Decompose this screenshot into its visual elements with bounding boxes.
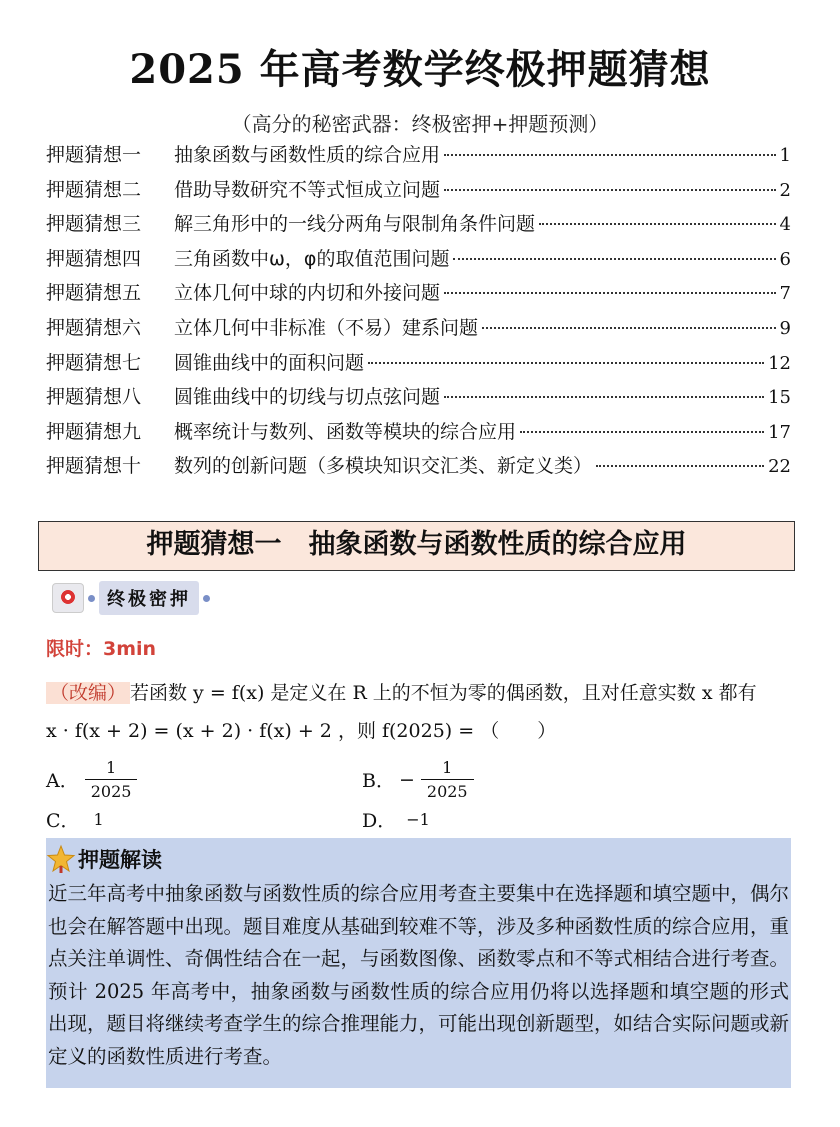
toc-item[interactable] — [46, 278, 791, 313]
question — [46, 674, 794, 750]
toc-item[interactable] — [46, 140, 791, 175]
toc-title: 三角函数中ω，φ的取值范围问题 — [174, 247, 450, 270]
option-d-value: −1 — [406, 810, 430, 829]
toc-label: 押题猜想一 — [46, 144, 142, 166]
fraction — [421, 758, 474, 801]
toc-item[interactable] — [46, 417, 791, 452]
toc-page: 17 — [768, 421, 791, 443]
toc-leader — [520, 431, 764, 433]
toc-title: 圆锥曲线中的切线与切点弦问题 — [174, 386, 441, 409]
toc-label: 押题猜想七 — [46, 351, 142, 374]
toc-label: 押题猜想六 — [46, 316, 142, 339]
toc-page: 1 — [779, 145, 791, 166]
toc-leader — [482, 327, 776, 329]
toc-leader — [453, 258, 775, 260]
toc-leader — [596, 465, 764, 467]
badge-label: 终极密押 — [99, 581, 199, 615]
toc-item[interactable] — [46, 382, 791, 417]
toc-leader — [444, 189, 776, 191]
option-b-label: B． — [362, 770, 395, 792]
toc-page: 9 — [779, 317, 791, 339]
table-of-contents — [46, 140, 791, 486]
analysis-body: 近三年高考中抽象函数与函数性质的综合应用考查主要集中在选择题和填空题中，偶尔也会在解答题中出现。题目难度从基础到较难不等，涉及多种函数性质的综合应用，重点关注单调性、奇偶性结合在一起，与函数图像、函数零点和不等式相结合进行考查。预计 2025 年高考中，抽象函数与函数性质的综合应用仍将以选择题和填空题的形式出现，题目将继续考查学生的综合推理能力，可能出现创新题型，如结合实际问题或新定义的函数性质进行考查。 — [48, 882, 790, 1068]
toc-title: 概率统计与数列、函数等模块的综合应用 — [174, 420, 517, 443]
badge — [52, 578, 214, 618]
analysis-heading: 押题解读 — [78, 848, 162, 872]
fraction — [85, 758, 138, 801]
analysis-header — [46, 840, 791, 878]
toc-title: 抽象函数与函数性质的综合应用 — [174, 144, 441, 166]
question-line-1 — [46, 674, 794, 712]
target-icon — [52, 583, 84, 613]
toc-page: 12 — [768, 352, 791, 374]
toc-item[interactable] — [46, 313, 791, 348]
time-limit: 限时：3min — [46, 638, 157, 660]
denominator: 2025 — [85, 779, 138, 801]
toc-leader — [444, 396, 764, 398]
option-d-label: D． — [362, 810, 397, 832]
option-c-label: C． — [46, 810, 80, 832]
toc-title: 借助导数研究不等式恒成立问题 — [174, 178, 441, 201]
option-b[interactable] — [362, 758, 474, 801]
toc-title: 立体几何中球的内切和外接问题 — [174, 282, 441, 305]
toc-item[interactable] — [46, 244, 791, 279]
toc-label: 押题猜想四 — [46, 247, 142, 270]
option-a-label: A． — [46, 770, 79, 792]
star-icon — [46, 844, 76, 874]
toc-label: 押题猜想九 — [46, 420, 142, 443]
question-tag: （改编） — [46, 682, 130, 704]
toc-leader — [444, 154, 776, 156]
toc-page: 2 — [779, 179, 791, 201]
toc-item[interactable] — [46, 209, 791, 244]
toc-title: 立体几何中非标准（不易）建系问题 — [174, 316, 479, 339]
toc-page: 6 — [779, 248, 791, 270]
toc-item[interactable] — [46, 348, 791, 383]
toc-page: 4 — [779, 214, 791, 236]
toc-page: 15 — [768, 387, 791, 409]
toc-leader — [539, 223, 776, 225]
option-c-value: 1 — [93, 810, 104, 829]
toc-page: 22 — [768, 456, 791, 478]
numerator: 1 — [106, 758, 117, 777]
option-c[interactable] — [46, 806, 104, 833]
dot-icon — [203, 595, 210, 602]
toc-label: 押题猜想三 — [46, 213, 142, 236]
toc-page: 7 — [779, 283, 791, 305]
toc-leader — [444, 292, 776, 294]
page-subtitle: （高分的秘密武器：终极密押+押题预测） — [231, 112, 609, 136]
toc-item[interactable] — [46, 175, 791, 210]
toc-title: 解三角形中的一线分两角与限制角条件问题 — [174, 213, 536, 236]
analysis-box — [46, 838, 791, 1088]
question-text-1: 若函数 y = f(x) 是定义在 R 上的不恒为零的偶函数，且对任意实数 x 都有 — [130, 682, 757, 704]
page-title: 2025 年高考数学终极押题猜想 — [129, 46, 711, 93]
denominator: 2025 — [421, 779, 474, 801]
option-a[interactable] — [46, 758, 137, 801]
toc-title: 圆锥曲线中的面积问题 — [174, 351, 365, 374]
numerator: 1 — [442, 758, 453, 777]
toc-leader — [368, 362, 764, 364]
toc-label: 押题猜想二 — [46, 178, 142, 201]
section-banner: 押题猜想一 抽象函数与函数性质的综合应用 — [38, 521, 795, 571]
toc-item[interactable] — [46, 451, 791, 486]
option-b-sign: − — [398, 768, 415, 791]
dot-icon — [88, 595, 95, 602]
option-d[interactable] — [362, 806, 430, 833]
toc-label: 押题猜想五 — [46, 282, 142, 305]
toc-title: 数列的创新问题（多模块知识交汇类、新定义类） — [174, 455, 593, 478]
question-line-2: x · f(x + 2) = (x + 2) · f(x) + 2 ，则 f(2025) = （ ） — [46, 720, 557, 742]
toc-label: 押题猜想八 — [46, 386, 142, 409]
toc-label: 押题猜想十 — [46, 455, 142, 478]
